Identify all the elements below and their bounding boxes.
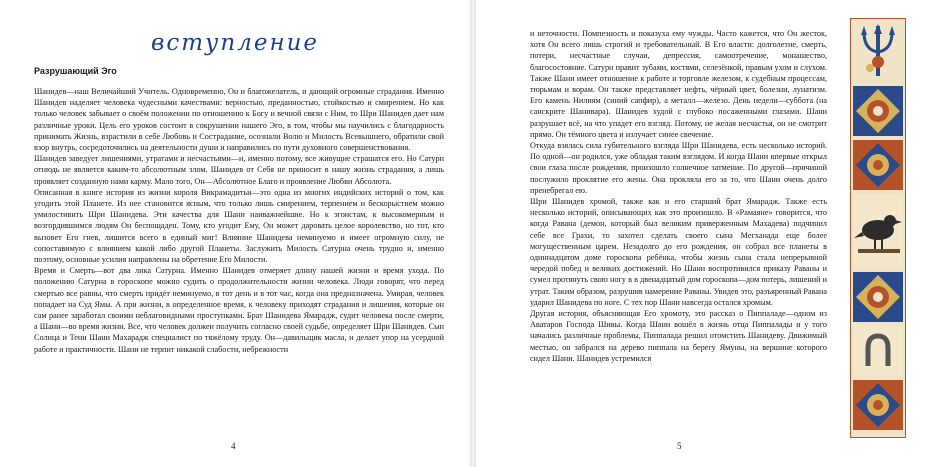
right-page [476, 0, 951, 467]
paragraph: Описанная в книге история из жизни короля Викрамадитьи—это одна из многих индийских историй о том, как угодить этой Планете. Из нее становится ясным, что только лишь смирением, терпением и бескорыстием можно умилостивить Шри Шанидева. Эти качества для Шани наиважнейшие. Но к эгоистам, к высокомерным и возгордившимся людям Он беспощаден. Тому, кто угодит Ему, Он может даровать целое королевство, но тот, кто вызовет Его гнев, лишится всего в единый миг! Влияние Шанидева неминуемо и имеет огромную силу, не сопоставимую с влиянием какой либо другой Планеты. Заслужить Милость Сатурна очень трудно и, именно поэтому, основные усилия направлены на обретение Его Милости. [34, 187, 444, 265]
paragraph: Другая история, объясняющая Его хромоту, это рассказ о Пиппаладе—одном из Аватаров Господа Шивы. Когда Шани вошёл в жизнь отца Пиппалады и у того начались различные проблемы, Пиппалада решил отомстить Шанидеву. Движимый местью, он забрался на дерево пиппала на берегу Ямуны, на вершине которого сидел Шани. Шанидев устремился [530, 309, 827, 363]
horseshoe-icon [853, 326, 903, 376]
decorative-border [850, 18, 906, 438]
section-subheading: Разрушающий Эго [34, 66, 117, 76]
mandala-tile-icon [853, 272, 903, 322]
mandala-tile-icon [853, 380, 903, 430]
paragraph: Шри Шанидев хромой, также как и его старший брат Ямарадж. Также есть несколько историй, описывающих как это произошло. В «Рамаяне» говорится, что когда Равана (демон, который был великим приверженным Махадева) подчинил себе все Грахи, то захотел сделать своего сына Мегханада еще более могущественным царем. Незадолго до его рождения, он собрал все планеты в одиннадцатом доме гороскопа ребёнка, чтобы жизнь сына стала непрерывной чередой побед и великих достижений. Но Шани воспротивился приказу Раваны и сумел протянуть свою ногу в в двенадцатый дом гороскопа—дом потерь, лишений и утрат. Таким образом, разрушив намерение Раваны. Увидев это, разъяренный Равана ударил Шанидева по ноге. С тех пор Шани навсегда остался хромым. [530, 197, 827, 307]
page-number: 4 [231, 441, 236, 451]
paragraph: Шанидев—наш Величайший Учитель. Одновременно, Он и благожелатель, и дающий огромные страдания. Именно Шанидев наделяет человека чудесными качествами: верностью, преданностью, стойкостью и смирением. Но как только человек забывает о своём положении по отношению к Богу и вечной связи с Ним, то Шри Шанидев дает нам различные уроки. Цель его уроков состоит в сокрушении нашего Эго, в том, чтобы мы научились с благодарность принимать Жизнь, взрастили в себе Любовь и Сострадание, осознали Волю и Милость Всевышнего, обратили свой взор внутрь, сосредоточились на деятельности души и направились по пути духовного совершенствования. [34, 87, 444, 153]
right-body-text [530, 28, 827, 364]
chapter-title: вступление [150, 30, 320, 56]
left-page [0, 0, 470, 467]
paragraph: Шанидев заведует лишениями, утратами и несчастьями—и, именно потому, все живущие страшатся его. Но Сатурн отнюдь не является каким-то абсолютным злом. Шанидев от Себя не приносит в нашу жизнь страдания, а лишь проявляет созданную нами карму. Мало того, Он—Абсолютное Благо и проявление Любви Абсолюта. [34, 154, 444, 186]
mandala-tile-icon [853, 140, 903, 190]
paragraph: Откуда взялась сила губительного взгляда Шри Шанидева, есть несколько историй. По одной—он родился, уже обладая таким взглядом. И когда Шани впервые открыл свои глаза после рождения, произошло солнечное затмение. По другой—причиной послужило проклятие его жены. Она прокляла его за то, что Шани очень долго пренебрегал ею. [530, 141, 827, 195]
paragraph: и неточности. Помпезность и показуха ему чужды. Часто кажется, что Он жесток, хотя Он всего лишь строгий и требовательный. В Его власти: долголетие, смерть, потери, несчастные случаи, депрессия, самоотречение, монашество, благосостояние. Сатурн правит зубами, костями, селезёнкой, правым ухом и слухом. Также Шани имеет отношение к работе и торговле железом, к судебным процессам, тюрьмам и ворам. Он также представляет нефть, чёрный цвет, болезни, лунатизм. Его камень Нилиям (синий сапфир), а металл—железо. День недели—суббота (на санскрите Шанивара). Шанидев худой с глубоко посаженными глазами. Шани разрушает всё, на что упадет его взгляд. Потому, не желая несчастья, он не смотрит прямо. Он тёмного цвета и излучает синее свечение. [530, 29, 827, 139]
crow-icon [853, 194, 903, 268]
paragraph: Время и Смерть—вот два лика Сатурна. Именно Шанидев отмеряет длину нашей жизни и время ухода. По положению Сатурна в гороскопе можно судить о продолжительности жизни человека. Люди говорят, что перед смертью все равны, что смерть придёт неминуемо, в тот день и в тот час, когда она предназначена. Умирая, человек попадает на Суд Ямы. А при жизни, в определенное время, к человеку приходят страдания и лишения, которые он сам ранее заработал своими неблаговидными проступками. Брат Шанидева Ямарадж, судит человека после смерти, а Шани—во время жизни. Все, что человек должен получить согласно своей судьбе, определяет Шри Шанидев. Сын Солнца и Тени Шани Махарадж специалист по тяжёлому труду. Он—давильщик масла, и делает упор на усердной работе и практичности. Шани не терпит никакой слабости, небрежности [34, 266, 444, 354]
mandala-tile-icon [853, 86, 903, 136]
page-number: 5 [677, 441, 682, 451]
left-body-text [34, 86, 444, 355]
